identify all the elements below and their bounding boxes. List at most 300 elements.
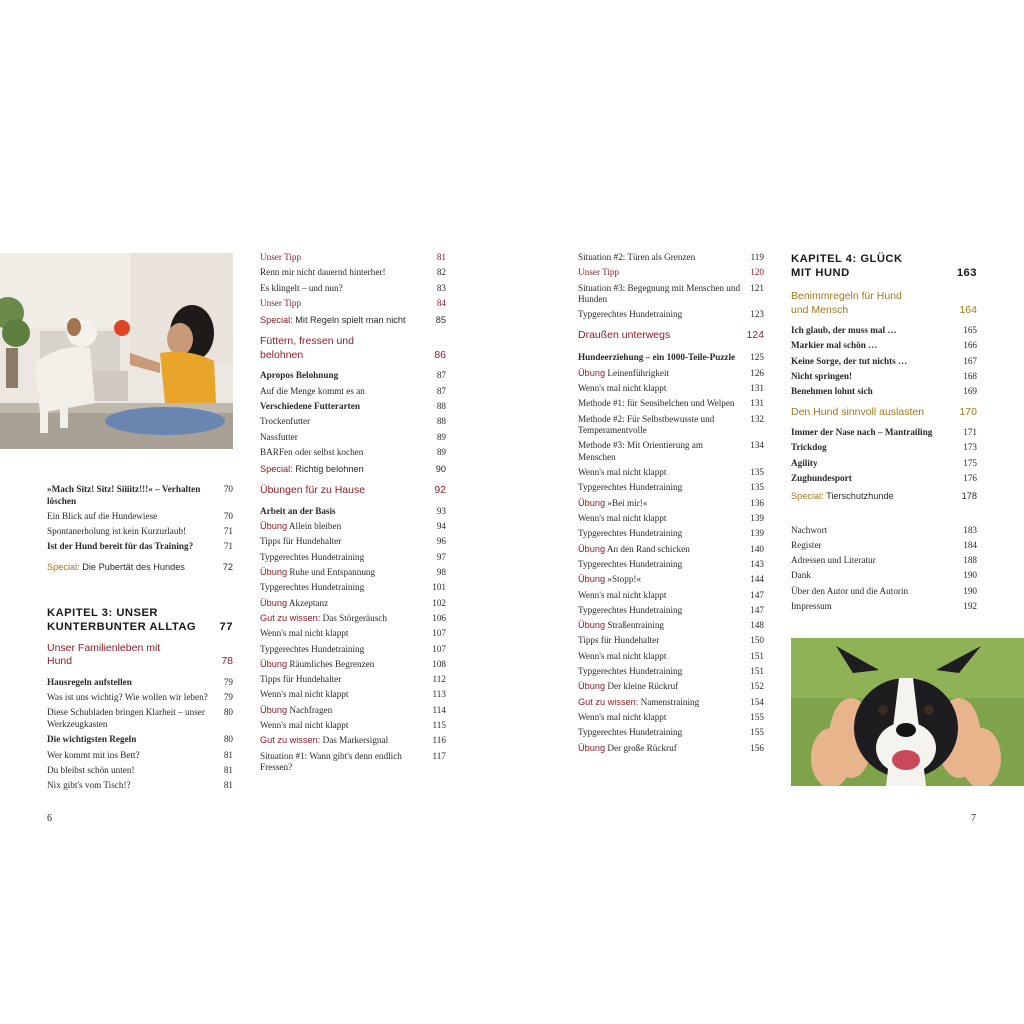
toc-entry-title [260, 751, 433, 774]
toc-entry [260, 689, 446, 701]
toc-entry-page: 93 [436, 505, 446, 516]
toc-entry-title [260, 705, 433, 717]
toc-entry [791, 570, 977, 582]
toc-entry-text: Adressen und Literatur [791, 555, 876, 566]
toc-entry-text: Unser Tipp [260, 252, 302, 262]
toc-entry-page: 81 [436, 252, 446, 262]
toc-entry [791, 458, 977, 470]
toc-entry-text: Ist der Hund bereit für das Training? [47, 541, 194, 552]
section-benimmregeln: Benimmregeln für Hund und Mensch 164 [791, 290, 977, 316]
toc-entry-text: Trockenfutter [260, 416, 311, 427]
toc-entry-text: Ein Blick auf die Hundewiese [47, 510, 158, 521]
toc-entry-page: 188 [963, 555, 977, 566]
toc-entry-text: Es klingelt – und nun? [260, 282, 343, 293]
toc-entry [578, 498, 764, 510]
toc-entry [578, 559, 764, 571]
toc-entry-text: Methode #3: Mit Orientierung am Menschen [578, 440, 704, 462]
toc-entry-title [791, 386, 963, 398]
toc-entry-page: 80 [223, 734, 233, 745]
toc-entry-page: 70 [223, 510, 233, 521]
toc-entry-text: Agility [791, 457, 818, 468]
toc-entry-prefix: Gut zu wissen: [578, 696, 639, 707]
toc-entry-text: Typgerechtes Hundetraining [578, 482, 683, 493]
toc-entry [578, 467, 764, 479]
toc-entry-page: 102 [432, 597, 446, 608]
woman-dog-photo [0, 253, 233, 449]
toc-entry-page: 192 [963, 601, 977, 612]
toc-column-4 [791, 252, 977, 616]
toc-entry [260, 521, 446, 533]
toc-entry-text: Was ist uns wichtig? Wie wollen wir leben? [47, 692, 208, 703]
toc-entry [791, 386, 977, 398]
toc-entry-title [578, 697, 750, 709]
toc-entry-page: 190 [963, 570, 977, 581]
toc-entry-page: 135 [750, 467, 764, 478]
toc-entry-page: 131 [750, 398, 764, 409]
toc-entry-page: 165 [963, 325, 977, 335]
chapter-4-heading: KAPITEL 4: GLÜCK MIT HUND 163 [791, 253, 977, 279]
toc-entry-page: 126 [750, 367, 764, 378]
toc-entry-text: Wenn's mal nicht klappt [578, 382, 667, 393]
toc-entry-page: 152 [750, 681, 764, 692]
toc-entry [791, 540, 977, 552]
toc-entry-text: Typgerechtes Hundetraining [260, 582, 365, 593]
toc-entry [791, 427, 977, 439]
toc-entry-page: 168 [963, 370, 977, 381]
toc-entry-title [260, 644, 432, 656]
toc-entry [578, 513, 764, 525]
toc-entry-title [578, 544, 750, 556]
toc-entry-text: Wer kommt mit ins Bett? [47, 749, 140, 760]
toc-entry-text: Methode #2: Für Selbstbewusste und Temperamentvolle [578, 413, 715, 436]
toc-entry-prefix: Übung [260, 567, 288, 578]
toc-entry [791, 601, 977, 613]
toc-entry-title [47, 526, 224, 538]
toc-entry [578, 697, 764, 709]
toc-entry-text: Nix gibt's vom Tisch!? [47, 780, 131, 791]
toc-entry-text: Du bleibst schön unten! [47, 764, 135, 775]
toc-entry [791, 325, 977, 337]
toc-entry-text: Typgerechtes Hundetraining [578, 558, 683, 569]
toc-entry [47, 780, 233, 792]
toc-entry-page: 114 [432, 704, 446, 715]
toc-entry-page: 131 [750, 382, 764, 393]
toc-entry-page: 136 [750, 497, 764, 508]
toc-entry-text: Nicht springen! [791, 370, 852, 381]
toc-entry-text: Leinenführigkeit [607, 367, 670, 378]
toc-entry-page: 190 [963, 585, 977, 596]
toc-entry [260, 751, 446, 774]
toc-entry [260, 567, 446, 579]
toc-entry-title [791, 540, 963, 552]
toc-entry-page: 147 [750, 604, 764, 615]
toc-entry [578, 352, 764, 364]
toc-entry [260, 252, 446, 264]
toc-entry-title [578, 383, 750, 395]
toc-entry-text: Auf die Menge kommt es an [260, 385, 365, 396]
toc-entry [47, 541, 233, 553]
toc-entry [578, 666, 764, 678]
toc-entry [260, 447, 446, 459]
section-uebungen: Übungen für zu Hause 92 [260, 484, 446, 497]
toc-entry-title [578, 398, 750, 410]
toc-entry-title [260, 659, 432, 671]
toc-entry-page: 135 [750, 482, 764, 493]
toc-entry-page: 148 [750, 620, 764, 631]
toc-entry-title [578, 651, 750, 663]
toc-entry [260, 267, 446, 279]
toc-entry-prefix: Übung [260, 704, 288, 715]
toc-entry-title [578, 559, 750, 571]
toc-entry-title [578, 440, 750, 463]
toc-entry-text: Unser Tipp [578, 267, 620, 278]
toc-entry [578, 528, 764, 540]
special-entry: Special: Tierschutzhunde 178 [791, 490, 977, 501]
toc-entry-page: 184 [963, 539, 977, 550]
toc-entry-prefix: Übung [578, 574, 606, 585]
toc-entry [578, 368, 764, 380]
toc-entry-title [47, 677, 224, 689]
toc-entry-title [791, 356, 963, 368]
toc-column-1 [47, 484, 233, 795]
toc-entry-prefix: Gut zu wissen: [260, 612, 321, 623]
toc-entry-text: Nachfragen [289, 704, 333, 715]
toc-entry-title [260, 552, 437, 564]
toc-entry [260, 582, 446, 594]
toc-entry-page: 144 [750, 574, 764, 585]
toc-entry-title [47, 541, 224, 553]
toc-entry-page: 167 [963, 355, 977, 366]
toc-entry-prefix: Übung [578, 543, 606, 554]
toc-entry [578, 727, 764, 739]
toc-entry-text: Typgerechtes Hundetraining [260, 643, 365, 654]
toc-entry-page: 71 [223, 541, 233, 552]
toc-entry-page: 134 [750, 440, 764, 451]
toc-entry-title [578, 605, 750, 617]
toc-entry [791, 442, 977, 454]
toc-entry-page: 115 [432, 720, 446, 731]
toc-entry [260, 613, 446, 625]
toc-entry-title [260, 298, 437, 310]
toc-entry-text: Wenn's mal nicht klappt [578, 513, 667, 524]
toc-entry-page: 106 [432, 612, 446, 623]
border-collie-photo [791, 638, 1024, 786]
toc-entry-page: 151 [750, 666, 764, 677]
toc-entry-text: Typgerechtes Hundetraining [578, 727, 683, 738]
toc-entry-page: 96 [436, 536, 446, 547]
toc-entry-prefix: Übung [578, 681, 606, 692]
toc-entry-text: Wenn's mal nicht klappt [260, 628, 349, 639]
toc-entry-title [578, 743, 750, 755]
toc-entry-prefix: Übung [578, 367, 606, 378]
toc-entry-text: Typgerechtes Hundetraining [260, 551, 365, 562]
toc-entry-page: 88 [436, 400, 446, 411]
toc-entry-page: 123 [750, 309, 764, 320]
toc-entry [260, 598, 446, 610]
toc-entry-page: 116 [432, 735, 446, 746]
toc-entry [578, 590, 764, 602]
toc-entry-text: Situation #2: Türen als Grenzen [578, 252, 696, 262]
toc-entry-title [578, 352, 750, 364]
toc-entry [260, 432, 446, 444]
toc-entry [791, 371, 977, 383]
toc-entry-text: Hundeerziehung – ein 1000-Teile-Puzzle [578, 352, 736, 363]
toc-entry-text: Wenn's mal nicht klappt [578, 589, 667, 600]
toc-entry [578, 440, 764, 463]
page-number-right: 7 [971, 813, 976, 824]
toc-entry [260, 370, 446, 382]
toc-entry-page: 107 [432, 628, 446, 639]
toc-entry-title [578, 712, 750, 724]
toc-entry-text: Diese Schubladen bringen Klarheit – unser Werkzeugkasten [47, 707, 205, 729]
toc-entry-title [260, 689, 433, 701]
toc-entry-text: Methode #1: für Sensibelchen und Welpen [578, 398, 735, 409]
toc-entry-text: Der große Rückruf [607, 742, 677, 753]
toc-entry-title [260, 370, 437, 382]
toc-entry [791, 356, 977, 368]
toc-entry-page: 166 [963, 340, 977, 351]
toc-entry-title [791, 555, 963, 567]
toc-entry-text: Unser Tipp [260, 297, 302, 308]
toc-entry-title [47, 765, 224, 777]
toc-entry-title [47, 692, 224, 704]
toc-entry-page: 143 [750, 558, 764, 569]
toc-entry-title [260, 735, 433, 747]
toc-entry-title [791, 325, 963, 337]
toc-entry-title [791, 601, 963, 613]
toc-entry-page: 113 [432, 689, 446, 700]
toc-entry-text: Immer der Nase nach – Mantrailing [791, 427, 933, 438]
toc-entry-text: Das Störgeräusch [322, 612, 387, 623]
toc-entry-title [260, 582, 432, 594]
toc-entry-page: 151 [750, 650, 764, 661]
section-draussen: Draußen unterwegs 124 [578, 328, 764, 341]
toc-entry [260, 628, 446, 640]
toc-entry-page: 81 [223, 749, 233, 760]
toc-entry [260, 735, 446, 747]
toc-entry [260, 720, 446, 732]
toc-entry-title [578, 267, 750, 279]
toc-entry [578, 651, 764, 663]
toc-entry [260, 705, 446, 717]
toc-entry-page: 101 [432, 582, 446, 593]
toc-entry [47, 677, 233, 689]
toc-entry [578, 544, 764, 556]
toc-entry-title [578, 414, 750, 437]
toc-entry-title [578, 368, 750, 380]
toc-entry-page: 140 [750, 543, 764, 554]
toc-entry-page: 81 [223, 780, 233, 791]
toc-entry-text: Nachwort [791, 524, 828, 535]
toc-entry-title [260, 674, 433, 686]
toc-entry [791, 473, 977, 485]
toc-entry-page: 83 [436, 282, 446, 293]
toc-entry-page: 97 [436, 551, 446, 562]
toc-entry-page: 87 [436, 385, 446, 396]
toc-entry [578, 283, 764, 306]
toc-entry-text: Ruhe und Entspannung [289, 567, 376, 578]
toc-entry-page: 173 [963, 442, 977, 453]
toc-entry-text: Situation #3: Begegnung mit Menschen und Hunden [578, 282, 741, 305]
toc-entry-title [260, 506, 437, 518]
toc-entry-title [260, 432, 437, 444]
toc-entry-text: »Mach Sitz! Sitz! Siiiitz!!!« – Verhalten löschen [47, 484, 201, 506]
section-familienleben: Unser Familienleben mit Hund 78 [47, 641, 233, 668]
toc-entry-title [260, 416, 437, 428]
toc-entry-text: Straßentraining [607, 620, 665, 631]
toc-entry-title [47, 750, 224, 762]
toc-entry-page: 139 [750, 513, 764, 524]
toc-entry-title [578, 590, 750, 602]
toc-entry-text: Verschiedene Futterarten [260, 400, 360, 411]
toc-entry [791, 555, 977, 567]
toc-entry-text: Typgerechtes Hundetraining [578, 309, 683, 320]
toc-entry-page: 107 [432, 643, 446, 654]
toc-entry-page: 119 [750, 252, 764, 262]
toc-entry-text: Die wichtigsten Regeln [47, 734, 137, 745]
toc-entry-page: 82 [436, 267, 446, 278]
toc-entry [47, 526, 233, 538]
toc-entry-title [791, 473, 963, 485]
toc-entry-title [260, 567, 437, 579]
toc-entry-title [791, 427, 963, 439]
toc-entry-text: »Stopp!« [607, 574, 642, 585]
toc-entry-title [578, 635, 750, 647]
toc-column-2 [260, 252, 446, 777]
toc-entry-page: 169 [963, 386, 977, 397]
toc-entry-page: 79 [223, 676, 233, 687]
toc-entry-text: Keine Sorge, der tut nichts … [791, 355, 908, 366]
toc-entry-title [578, 574, 750, 586]
toc-entry-page: 98 [436, 567, 446, 578]
toc-entry [578, 635, 764, 647]
toc-entry [260, 416, 446, 428]
toc-entry-page: 79 [223, 692, 233, 703]
toc-entry-page: 70 [223, 484, 233, 494]
toc-entry-text: »Bei mir!« [607, 497, 648, 508]
toc-entry-text: Wenn's mal nicht klappt [578, 711, 667, 722]
toc-entry [260, 659, 446, 671]
toc-entry-text: Der kleine Rückruf [607, 681, 679, 692]
toc-entry-title [260, 598, 432, 610]
toc-entry-text: Renn mir nicht dauernd hinterher! [260, 267, 386, 278]
toc-entry [578, 482, 764, 494]
toc-entry-title [47, 484, 224, 507]
toc-entry-page: 155 [750, 711, 764, 722]
toc-entry-text: Tipps für Hundehalter [260, 536, 342, 547]
toc-entry-page: 175 [963, 457, 977, 468]
toc-entry-title [260, 613, 432, 625]
toc-entry [578, 620, 764, 632]
toc-entry [578, 605, 764, 617]
toc-entry-prefix: Übung [578, 742, 606, 753]
toc-entry-title [260, 720, 433, 732]
toc-entry-title [47, 734, 224, 746]
toc-entry [260, 401, 446, 413]
toc-entry-title [578, 513, 750, 525]
toc-entry-text: Wenn's mal nicht klappt [260, 720, 349, 731]
toc-entry-title [578, 666, 750, 678]
toc-entry-text: Wenn's mal nicht klappt [578, 467, 667, 478]
toc-entry [578, 267, 764, 279]
toc-entry-page: 155 [750, 727, 764, 738]
toc-entry-title [260, 386, 437, 398]
toc-entry-text: Typgerechtes Hundetraining [578, 666, 683, 677]
toc-entry-title [47, 707, 224, 730]
toc-entry-text: Benehmen lohnt sich [791, 386, 873, 397]
toc-entry-page: 132 [750, 413, 764, 424]
toc-column-3 [578, 252, 764, 758]
toc-entry-title [578, 620, 750, 632]
toc-entry-title [791, 586, 963, 598]
toc-entry-text: Typgerechtes Hundetraining [578, 528, 683, 539]
toc-entry-text: Namenstraining [640, 696, 700, 707]
toc-entry-title [260, 536, 437, 548]
toc-entry-title [578, 482, 750, 494]
toc-entry-text: Situation #1: Wann gibt's denn endlich Fressen? [260, 750, 402, 773]
toc-entry-page: 80 [223, 707, 233, 718]
toc-entry [791, 525, 977, 537]
toc-entry-page: 176 [963, 473, 977, 484]
toc-entry-page: 108 [432, 658, 446, 669]
toc-entry-prefix: Übung [260, 658, 288, 669]
toc-entry-page: 125 [750, 352, 764, 363]
toc-entry-title [578, 498, 750, 510]
page-number-left: 6 [47, 813, 52, 824]
toc-entry [260, 283, 446, 295]
toc-entry-text: Spontanerholung ist kein Kurzurlaub! [47, 526, 187, 537]
toc-entry-page: 89 [436, 431, 446, 442]
toc-entry-page: 87 [436, 370, 446, 381]
toc-entry-page: 171 [963, 427, 977, 438]
toc-entry-page: 150 [750, 635, 764, 646]
toc-entry-text: Register [791, 539, 822, 550]
toc-entry-page: 147 [750, 589, 764, 600]
toc-entry-page: 117 [432, 750, 446, 761]
toc-entry [578, 414, 764, 437]
toc-entry-title [578, 681, 750, 693]
chapter-3-heading: KAPITEL 3: UNSER KUNTERBUNTER ALLTAG 77 [47, 606, 233, 633]
toc-entry-title [578, 309, 750, 321]
toc-entry [47, 765, 233, 777]
toc-entry-page: 94 [436, 521, 446, 532]
toc-entry [47, 484, 233, 507]
toc-entry-text: Tipps für Hundehalter [260, 674, 342, 685]
toc-entry-text: Tipps für Hundehalter [578, 635, 660, 646]
toc-entry [47, 692, 233, 704]
toc-entry-text: Nassfutter [260, 431, 298, 442]
toc-entry-prefix: Übung [260, 597, 288, 608]
toc-entry-page: 89 [436, 446, 446, 457]
toc-entry-title [791, 442, 963, 454]
toc-entry-title [791, 525, 963, 537]
toc-entry [47, 734, 233, 746]
toc-entry-text: Apropos Belohnung [260, 370, 339, 381]
toc-entry-page: 71 [223, 526, 233, 537]
toc-entry [47, 750, 233, 762]
toc-entry-title [260, 628, 432, 640]
toc-entry-text: Wenn's mal nicht klappt [578, 650, 667, 661]
toc-entry-page: 88 [436, 416, 446, 427]
toc-entry-title [260, 447, 437, 459]
toc-entry-prefix: Übung [260, 521, 288, 532]
toc-entry-text: Impressum [791, 601, 832, 612]
toc-entry-title [578, 528, 750, 540]
toc-entry-page: 121 [750, 282, 764, 293]
toc-entry-text: Hausregeln aufstellen [47, 676, 132, 687]
toc-entry-title [791, 458, 963, 470]
toc-entry-title [578, 283, 750, 306]
